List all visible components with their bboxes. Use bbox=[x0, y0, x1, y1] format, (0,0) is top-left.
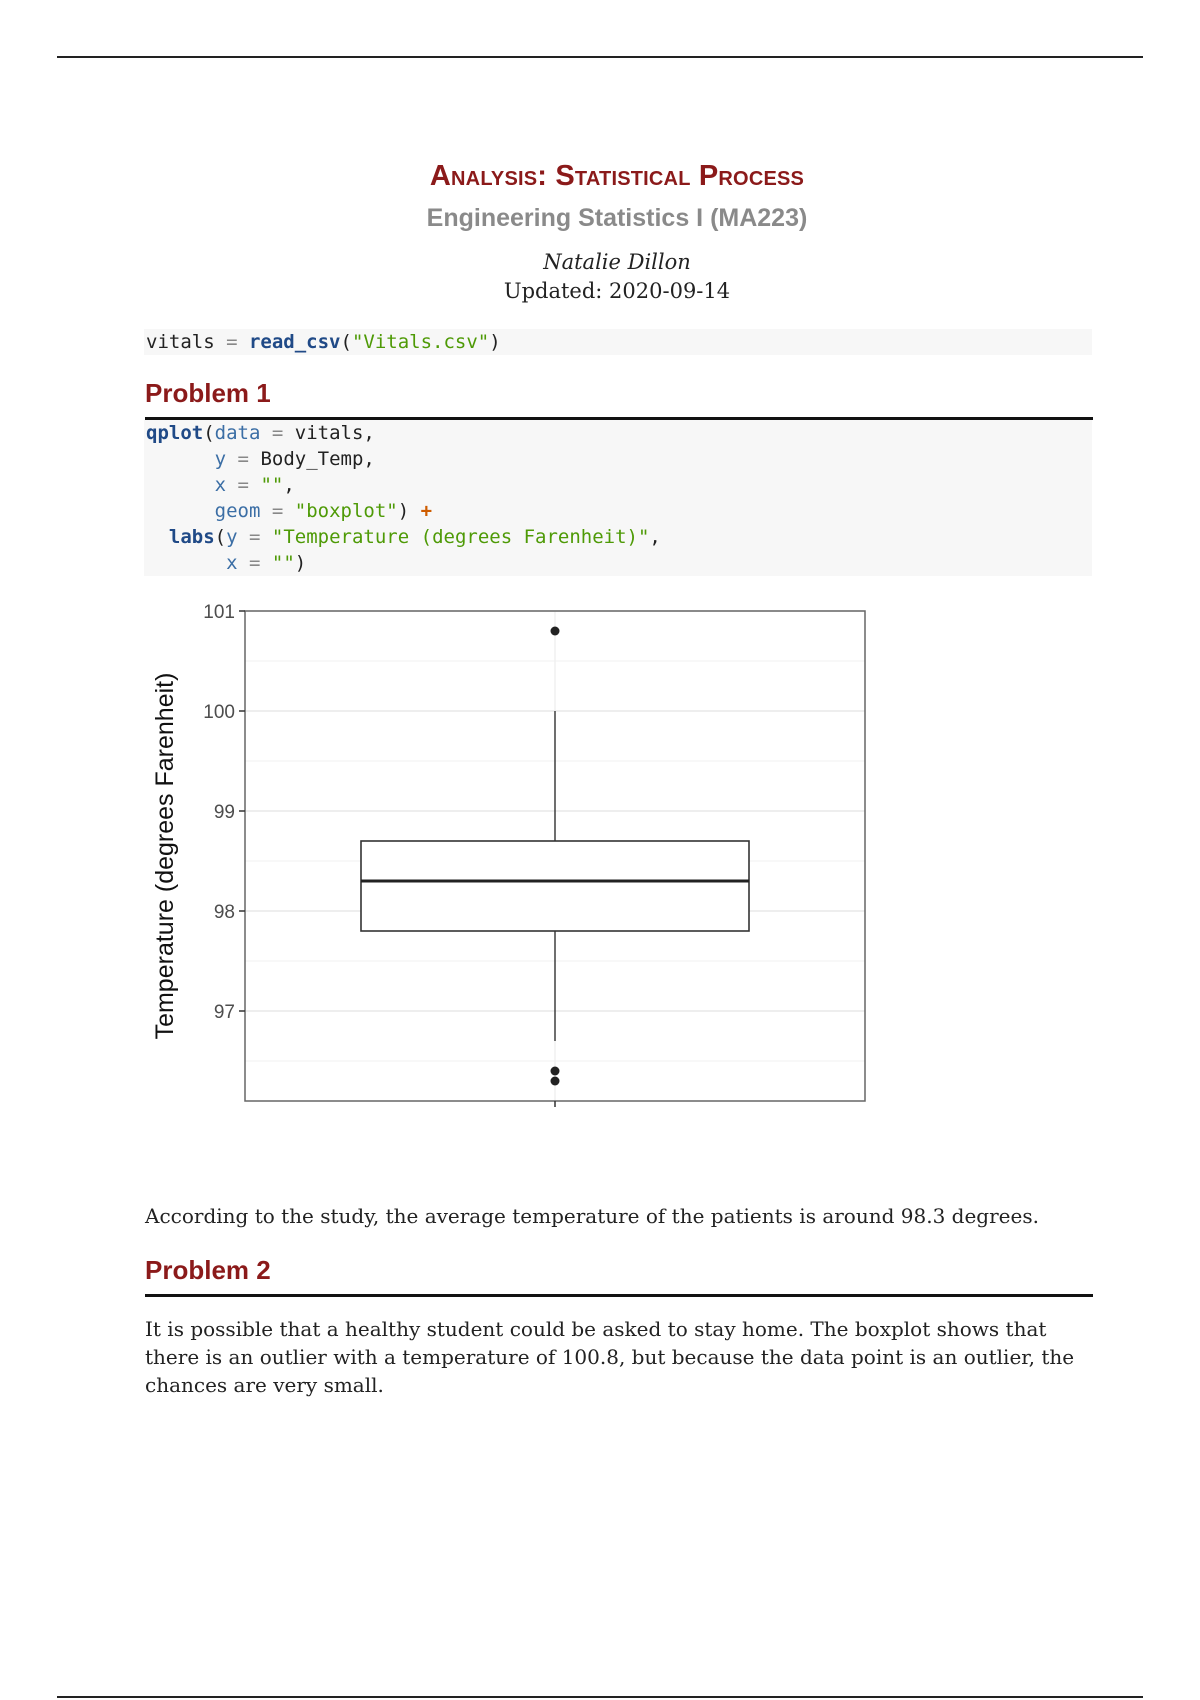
outlier-point bbox=[551, 627, 560, 636]
document-author: Natalie Dillon bbox=[543, 250, 691, 274]
y-tick-label: 97 bbox=[213, 1002, 235, 1023]
document-title: Analysis: Statistical Process bbox=[429, 160, 805, 192]
outlier-point bbox=[551, 1077, 560, 1086]
y-tick-label: 101 bbox=[203, 602, 235, 623]
y-tick-label: 100 bbox=[203, 702, 235, 723]
problem-1-conclusion: According to the study, the average temperature of the patients is around 98.3 degrees. bbox=[145, 1204, 1039, 1228]
code-paren-open: ( bbox=[340, 331, 352, 353]
outlier-point bbox=[551, 1067, 560, 1076]
code-block-qplot: qplot(data = vitals, y = Body_Temp, x = "", geom = "boxplot") + labs(y = "Temperature (degrees Farenheit)", x = "") bbox=[144, 420, 1092, 576]
document-updated: Updated: 2020-09-14 bbox=[503, 279, 731, 303]
temperature-boxplot bbox=[145, 596, 875, 1116]
document-subtitle: Engineering Statistics I (MA223) bbox=[426, 204, 808, 232]
code-fn: read_csv bbox=[248, 331, 341, 353]
code-block-read-csv bbox=[144, 329, 1092, 355]
code-paren-close: ) bbox=[489, 331, 501, 353]
problem-1-heading: Problem 1 bbox=[145, 378, 1093, 420]
y-axis-label: Temperature (degrees Farenheit) bbox=[151, 672, 179, 1040]
y-tick-label: 99 bbox=[213, 802, 235, 823]
problem-2-answer: It is possible that a healthy student could be asked to stay home. The boxplot shows that there is an outlier with a temperature of 100.8, but because the data point is an outlier, the chances are very small. bbox=[145, 1317, 1075, 1397]
top-rule bbox=[57, 56, 1143, 58]
bottom-rule bbox=[57, 1696, 1143, 1698]
y-tick-label: 98 bbox=[213, 902, 235, 923]
iqr-box bbox=[361, 841, 749, 931]
problem-2-heading: Problem 2 bbox=[145, 1255, 1093, 1297]
code-string: "Vitals.csv" bbox=[351, 331, 490, 353]
code-var: vitals bbox=[146, 331, 215, 353]
code-assign: = bbox=[214, 331, 249, 353]
